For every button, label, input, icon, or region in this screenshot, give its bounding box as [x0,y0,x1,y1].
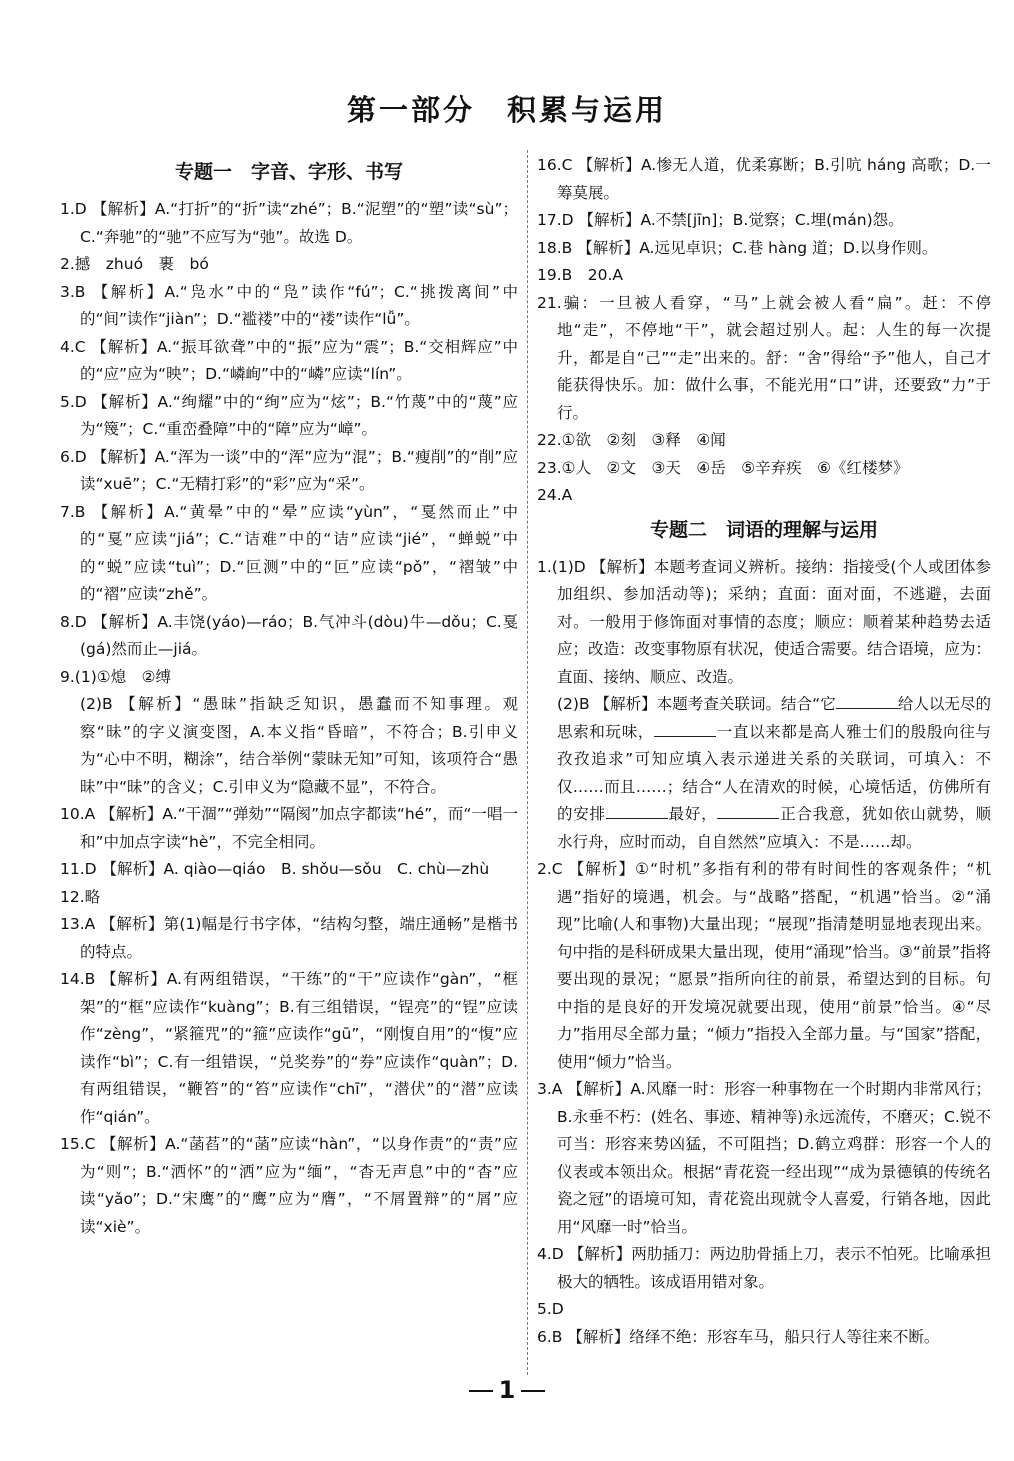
answer-item: 2.撼 zhuó 裹 bó [60,255,209,273]
answer-item: 23.①人 ②文 ③天 ④岳 ⑤辛弃疾 ⑥《红楼梦》 [537,458,909,477]
answer-item: 12.略 [60,887,101,906]
section-title-2: 专题二 词语的理解与运用 [649,518,878,541]
answer-text: 正合我意，犹如依山就势，顺水行舟，应时而动，自自然然”应填入：不是……却。 [557,805,991,851]
page-dash-right [521,1390,545,1392]
answer-item: 6.B 【解析】络绎不绝：形容车马，船只行人等往来不断。 [537,1327,940,1346]
answer-item: 8.D 【解析】A.丰饶(yáo)—ráo；B.气冲斗(dòu)牛—dǒu；C.戛(gá)然而止—jiá。 [60,612,518,658]
answer-text: 最好， [667,805,718,823]
answer-item: 11.D 【解析】A. qiào—qiáo B. shǒu—sǒu C. chù—zhù [60,860,490,878]
answer-item [537,691,991,856]
column-divider [527,150,528,1375]
section-title-1: 专题一 字音、字形、书写 [174,161,403,183]
answer-item: 5.D [537,1300,564,1318]
page-title: 第一部分 积累与运用 [346,93,667,127]
answer-item: 3.B 【解析】A.“凫水”中的“凫”读作“fú”；C.“挑拨离间”中的“间”读作“jiàn”；D.“褴褛”中的“褛”读作“lǚ”。 [60,282,518,328]
answer-text: (2)B 【解析】本题考查关联词。结合“它 [557,695,836,713]
fill-blank [606,804,668,819]
page-dash-left [469,1390,493,1392]
answer-item: 22.①欲 ②刻 ③释 ④闻 [537,431,726,449]
answer-item: 2.C 【解析】①“时机”多指有利的带有时间性的客观条件；“机遇”指好的境遇，机会。与“战略”搭配，“机遇”恰当。②“涌现”比喻(人和事物)大量出现；“展现”指清楚明显地表现出来。句中指的是科研成果大量出现，使用“涌现”恰当。③“前景”指将要出现的景况；“愿景”指所向往的前景，希望达到的目标。句中指的是良好的开发境况就要出现，使用“前景”恰当。④“尽力”指用尽全部力量；“倾力”指投入全部力量。与“国家”搭配，使用“倾力”恰当。 [537,860,991,1071]
answer-item: 13.A 【解析】第(1)幅是行书字体，“结构匀整，端庄通畅”是楷书的特点。 [60,915,518,961]
fill-blank [717,804,779,819]
answer-item: 16.C 【解析】A.惨无人道，优柔寡断；B.引吭 háng 高歌；D.一筹莫展。 [537,156,991,202]
answer-item: 7.B 【解析】A.“黄晕”中的“晕”应读“yùn”，“戛然而止”中的“戛”应读“jiá”；C.“诘难”中的“诘”应读“jié”，“蝉蜕”中的“蜕”应读“tuì”；D.“叵测”中的“叵”应读“pǒ”，“褶皱”中的“褶”应读“zhě”。 [60,502,518,603]
answer-item: 19.B 20.A [537,266,624,284]
answer-text: 给人以无尽的思索和玩味， [557,695,991,741]
fill-blank [836,694,898,709]
answer-text: 一直以来都是高人雅士们的殷殷向往与孜孜追求”可知应填入表示递进关系的关联词，可填入：不仅……而且……；结合“人在清欢的时候，心境恬适，仿佛所有的安排 [557,722,991,823]
answer-item: 1.D 【解析】A.“打折”的“折”读“zhé”；B.“泥塑”的“塑”读“sù”；C.“奔驰”的“驰”不应写为“弛”。故选 D。 [60,200,518,246]
answer-item: 1.(1)D 【解析】本题考查词义辨析。接纳：指接受(个人或团体参加组织、参加活动等)；采纳；直面：面对面，不逃避，去面对。一般用于修饰面对事情的态度；顺应：顺着某种趋势去适应；改造：改变事物原有状况，使适合需要。结合语境，应为：直面、接纳、顺应、改造。 [537,557,992,686]
answer-item: 14.B 【解析】A.有两组错误，“干练”的“干”应读作“gàn”，“框架”的“框”应读作“kuàng”；B.有三组错误，“锃亮”的“锃”应读作“zèng”，“紧箍咒”的“箍”应读作“gū”，“刚愎自用”的“愎”应读作“bì”；C.有一组错误，“兑奖券”的“券”应读作“quàn”；D.有两组错误，“鞭笞”的“笞”应读作“chī”，“潜伏”的“潜”应读作“qián”。 [60,970,518,1126]
answer-item: 9.(1)①熄 ②缚 [60,667,172,686]
answer-item: 4.C 【解析】A.“振耳欲聋”中的“振”应为“震”；B.“交相辉应”中的“应”应为“映”；D.“嶙峋”中的“嶙”应读“lín”。 [60,337,518,383]
answer-item: 15.C 【解析】A.“菡萏”的“菡”应读“hàn”，“以身作责”的“责”应为“则”；B.“洒怀”的“洒”应为“缅”，“杳无声息”中的“杳”应读“yǎo”；D.“宋鹰”的“鹰”应为“膺”，“不屑置辩”的“屑”应读“xiè”。 [60,1135,518,1236]
answer-item: 18.B 【解析】A.远见卓识；C.巷 hàng 道；D.以身作则。 [537,238,938,257]
answer-item: (2)B 【解析】“愚昧”指缺乏知识，愚蠢而不知事理。观察“昧”的字义演变图，A.本义指“昏暗”，不符合；B.引申义为“心中不明，糊涂”，结合举例“蒙昧无知”可知，该项符合“愚昧”中“昧”的含义；C.引申义为“隐藏不显”，不符合。 [80,695,518,796]
answer-item: 24.A [537,486,573,504]
right-column [537,152,991,1351]
fill-blank [654,722,716,737]
answer-item: 21.骗：一旦被人看穿，“马”上就会被人看“扁”。赶：不停地“走”，不停地“干”，就会超过别人。起：人生的每一次提升，都是自“己”“走”出来的。舒：“舍”得给“予”他人，自己才能获得快乐。加：做什么事，不能光用“口”讲，还要致“力”于行。 [537,293,991,422]
page-number-value: 1 [498,1376,516,1404]
answer-item: 10.A 【解析】A.“干涸”“弹劾”“隔阂”加点字都读“hé”，而“一唱一和”中加点字读“hè”，不完全相同。 [60,805,518,851]
answer-item: 4.D 【解析】两肋插刀：两边肋骨插上刀，表示不怕死。比喻承担极大的牺牲。该成语用错对象。 [537,1245,991,1291]
answer-item: 3.A 【解析】A.风靡一时：形容一种事物在一个时期内非常风行；B.永垂不朽：(姓名、事迹、精神等)永远流传，不磨灭；C.锐不可当：形容来势凶猛，不可阻挡；D.鹤立鸡群：形容一个人的仪表或本领出众。根据“青花瓷一经出现”“成为景德镇的传统名瓷之冠”的语境可知，青花瓷出现就令人喜爱，行销各地，因此用“风靡一时”恰当。 [537,1080,991,1236]
answer-item: 6.D 【解析】A.“浑为一谈”中的“浑”应为“混”；B.“瘦削”的“削”应读“xuē”；C.“无精打彩”的“彩”应为“采”。 [60,447,518,493]
left-column [60,152,518,1241]
answer-item: 5.D 【解析】A.“绚耀”中的“绚”应为“炫”；B.“竹蔑”中的“蔑”应为“篾”；C.“重峦叠障”中的“障”应为“嶂”。 [60,392,518,438]
page-number [0,1376,1014,1404]
answer-item: 17.D 【解析】A.不禁[jīn]；B.觉察；C.埋(mán)怨。 [537,211,904,229]
